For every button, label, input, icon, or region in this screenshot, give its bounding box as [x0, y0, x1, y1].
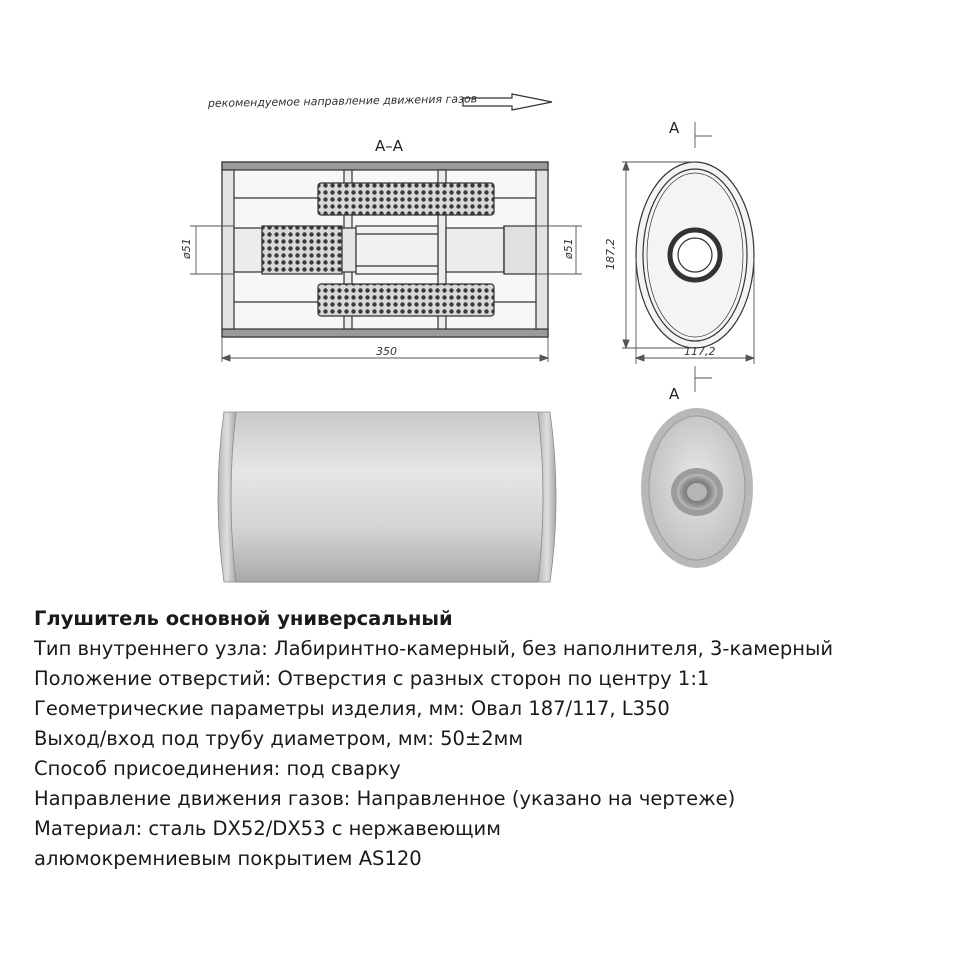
spec-line: Тип внутреннего узла: Лабиринтно-камерный, без наполнителя, 3-камерный — [34, 637, 834, 660]
section-view — [222, 162, 548, 337]
height-dimension: 187,2 — [604, 238, 617, 270]
spec-line: Выход/вход под трубу диаметром, мм: 50±2мм — [34, 727, 524, 750]
muffler-end-render — [641, 408, 753, 568]
outlet-diameter-dimension: ø51 — [562, 238, 575, 259]
spec-line: Положение отверстий: Отверстия с разных сторон по центру 1:1 — [34, 667, 710, 690]
width-dimension: 117,2 — [684, 345, 716, 358]
product-title: Глушитель основной универсальный — [34, 607, 453, 630]
muffler-body-render — [218, 412, 556, 582]
end-view — [636, 162, 754, 348]
flow-direction-label: рекомендуемое направление движения газов — [207, 92, 478, 110]
section-marker-top: А — [669, 119, 680, 137]
spec-line: Геометрические параметры изделия, мм: Овал 187/117, L350 — [34, 697, 670, 720]
section-marker-bottom: А — [669, 385, 680, 403]
inlet-diameter-dimension: ø51 — [180, 238, 193, 259]
spec-line: Направление движения газов: Направленное (указано на чертеже) — [34, 787, 736, 810]
product-specs — [34, 604, 954, 874]
section-label: А–А — [375, 137, 404, 155]
spec-line: алюмокремниевым покрытием AS120 — [34, 847, 422, 870]
spec-line: Способ присоединения: под сварку — [34, 757, 401, 780]
spec-line: Материал: сталь DX52/DX53 с нержавеющим — [34, 817, 501, 840]
length-dimension: 350 — [376, 345, 397, 358]
